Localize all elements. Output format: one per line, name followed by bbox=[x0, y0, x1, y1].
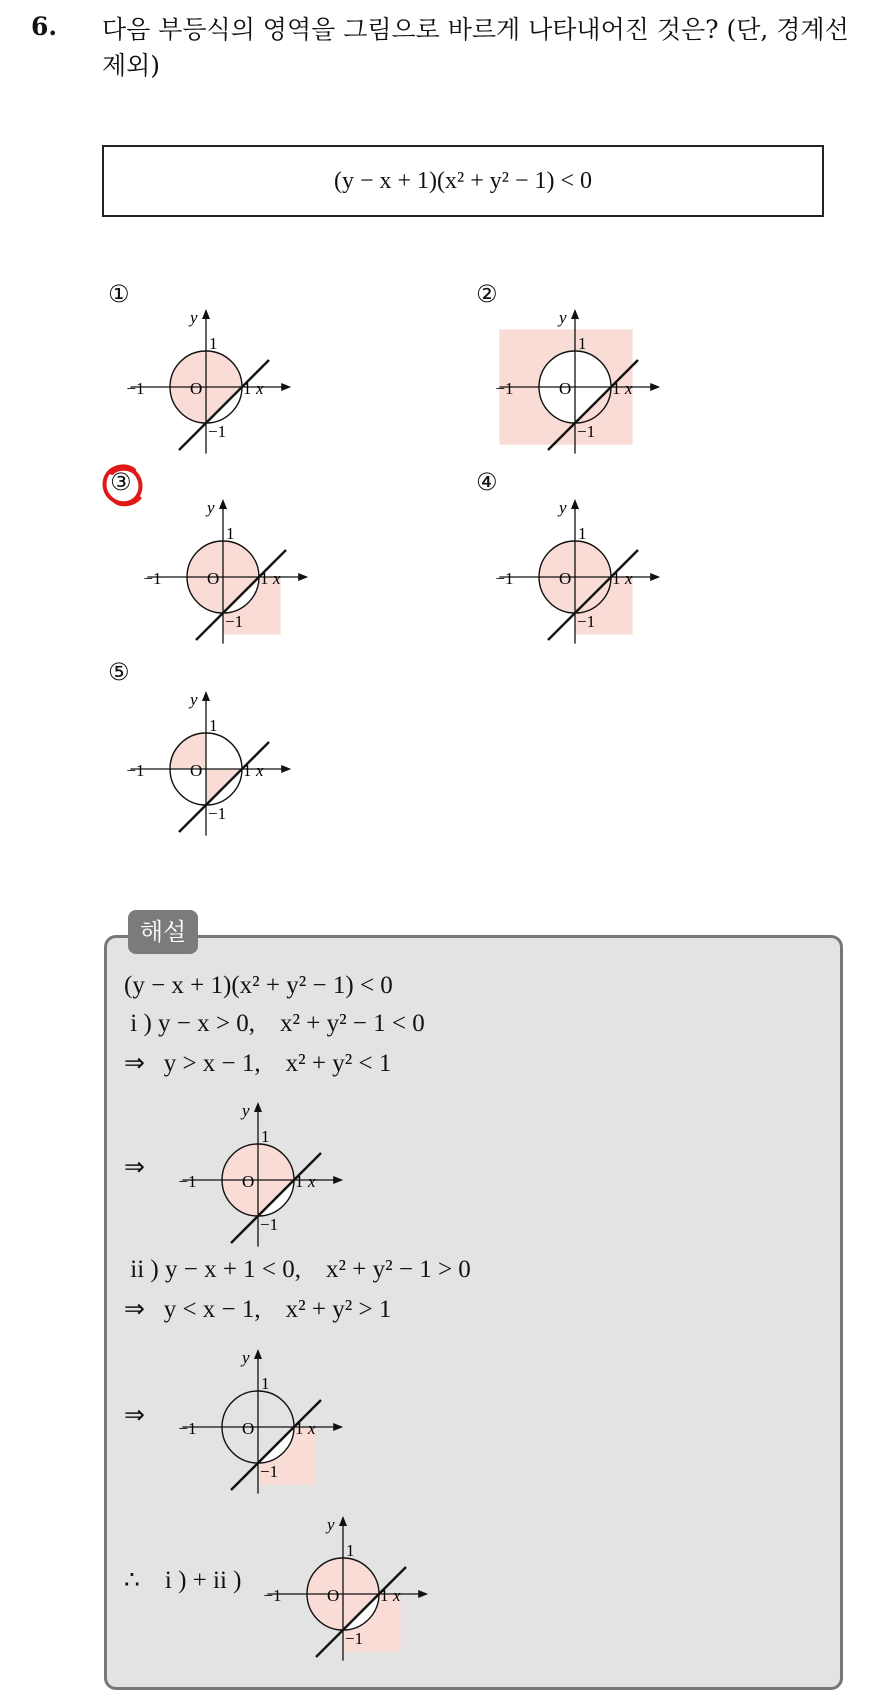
choice-2-label[interactable]: ② bbox=[476, 280, 498, 308]
origin-label: O bbox=[207, 569, 220, 588]
tick-label-neg1-y: −1 bbox=[208, 804, 227, 823]
solution-graph-1 bbox=[178, 1098, 340, 1248]
tick-label-neg1-y: −1 bbox=[260, 1215, 279, 1234]
origin-label: O bbox=[327, 1586, 340, 1605]
tick-label-neg1-y: −1 bbox=[208, 422, 227, 441]
tick-label-1-x: 1 bbox=[380, 1586, 389, 1605]
solution-tag: 해설 bbox=[128, 910, 198, 954]
origin-label: O bbox=[559, 379, 572, 398]
solution-graph-2 bbox=[178, 1345, 340, 1495]
y-arrow-icon bbox=[339, 1516, 347, 1526]
tick-label-1-y: 1 bbox=[226, 524, 235, 543]
x-axis-label: x bbox=[256, 379, 264, 398]
y-arrow-icon bbox=[219, 499, 227, 509]
solution-case-2-result: ⇒ y < x − 1, x² + y² > 1 bbox=[124, 1296, 392, 1323]
choice-5-graph bbox=[126, 687, 288, 837]
tick-label-1-x: 1 bbox=[295, 1172, 304, 1191]
choice-5-label[interactable]: ⑤ bbox=[108, 658, 130, 686]
tick-label-1-x: 1 bbox=[612, 569, 621, 588]
tick-label-1-y: 1 bbox=[209, 716, 218, 735]
origin-label: O bbox=[190, 761, 203, 780]
tick-label-neg1-x: −1 bbox=[495, 379, 514, 398]
tick-label-neg1-y: −1 bbox=[577, 422, 596, 441]
choice-3-label[interactable]: ③ bbox=[110, 468, 132, 496]
tick-label-neg1-x: −1 bbox=[178, 1172, 197, 1191]
origin-label: O bbox=[242, 1172, 255, 1191]
x-axis-label: x bbox=[625, 379, 633, 398]
origin-label: O bbox=[190, 379, 203, 398]
x-arrow-icon bbox=[281, 383, 291, 391]
y-axis-label: y bbox=[559, 498, 567, 517]
x-arrow-icon bbox=[650, 383, 660, 391]
tick-label-1-y: 1 bbox=[209, 334, 218, 353]
y-axis-label: y bbox=[190, 308, 198, 327]
question-text: 다음 부등식의 영역을 그림으로 바르게 나타내어진 것은? (단, 경계선 제외) bbox=[102, 15, 849, 80]
y-axis-label: y bbox=[190, 690, 198, 709]
solution-arrow-2: ⇒ bbox=[124, 1402, 145, 1429]
x-arrow-icon bbox=[650, 573, 660, 581]
y-axis-label: y bbox=[207, 498, 215, 517]
solution-conclusion: ∴ i ) + ii ) bbox=[124, 1567, 242, 1594]
x-arrow-icon bbox=[298, 573, 308, 581]
y-arrow-icon bbox=[202, 691, 210, 701]
y-axis-label: y bbox=[559, 308, 567, 327]
solution-case-2: ii ) y − x + 1 < 0, x² + y² − 1 > 0 bbox=[124, 1256, 471, 1283]
x-axis-label: x bbox=[393, 1586, 401, 1605]
x-axis-label: x bbox=[625, 569, 633, 588]
y-arrow-icon bbox=[571, 309, 579, 319]
origin-label: O bbox=[242, 1419, 255, 1438]
solution-graph-final bbox=[263, 1512, 425, 1662]
choice-4-label[interactable]: ④ bbox=[476, 468, 498, 496]
x-axis-label: x bbox=[308, 1419, 316, 1438]
y-arrow-icon bbox=[254, 1349, 262, 1359]
x-axis-label: x bbox=[273, 569, 281, 588]
inequality-box: (y − x + 1)(x² + y² − 1) < 0 bbox=[102, 145, 824, 217]
tick-label-1-x: 1 bbox=[243, 379, 252, 398]
y-arrow-icon bbox=[202, 309, 210, 319]
tick-label-neg1-x: −1 bbox=[495, 569, 514, 588]
y-axis-label: y bbox=[242, 1101, 250, 1120]
tick-label-1-y: 1 bbox=[578, 334, 587, 353]
choice-3-graph bbox=[143, 495, 305, 645]
x-axis-label: x bbox=[256, 761, 264, 780]
y-arrow-icon bbox=[254, 1102, 262, 1112]
choice-2-graph bbox=[495, 305, 657, 455]
solution-case-1-result: ⇒ y > x − 1, x² + y² < 1 bbox=[124, 1050, 392, 1077]
choice-4-graph bbox=[495, 495, 657, 645]
tick-label-1-x: 1 bbox=[295, 1419, 304, 1438]
answer-mark-icon bbox=[100, 462, 146, 508]
y-arrow-icon bbox=[571, 499, 579, 509]
tick-label-neg1-y: −1 bbox=[225, 612, 244, 631]
origin-label: O bbox=[559, 569, 572, 588]
tick-label-1-y: 1 bbox=[578, 524, 587, 543]
solution-case-1: i ) y − x > 0, x² + y² − 1 < 0 bbox=[124, 1010, 425, 1037]
x-axis-label: x bbox=[308, 1172, 316, 1191]
tick-label-neg1-x: −1 bbox=[126, 761, 145, 780]
tick-label-1-y: 1 bbox=[261, 1127, 270, 1146]
solution-arrow-1: ⇒ bbox=[124, 1154, 145, 1181]
tick-label-neg1-x: −1 bbox=[143, 569, 162, 588]
tick-label-1-x: 1 bbox=[260, 569, 269, 588]
choice-1-graph bbox=[126, 305, 288, 455]
tick-label-neg1-y: −1 bbox=[260, 1462, 279, 1481]
tick-label-neg1-y: −1 bbox=[577, 612, 596, 631]
tick-label-neg1-x: −1 bbox=[263, 1586, 282, 1605]
solution-line-1: (y − x + 1)(x² + y² − 1) < 0 bbox=[124, 972, 393, 999]
tick-label-1-y: 1 bbox=[261, 1374, 270, 1393]
y-axis-label: y bbox=[242, 1348, 250, 1367]
choice-1-label[interactable]: ① bbox=[108, 280, 130, 308]
tick-label-1-y: 1 bbox=[346, 1541, 355, 1560]
tick-label-neg1-x: −1 bbox=[178, 1419, 197, 1438]
tick-label-neg1-x: −1 bbox=[126, 379, 145, 398]
question-number: 6. bbox=[31, 12, 58, 41]
tick-label-1-x: 1 bbox=[243, 761, 252, 780]
tick-label-1-x: 1 bbox=[612, 379, 621, 398]
y-axis-label: y bbox=[327, 1515, 335, 1534]
tick-label-neg1-y: −1 bbox=[345, 1629, 364, 1648]
x-arrow-icon bbox=[281, 765, 291, 773]
